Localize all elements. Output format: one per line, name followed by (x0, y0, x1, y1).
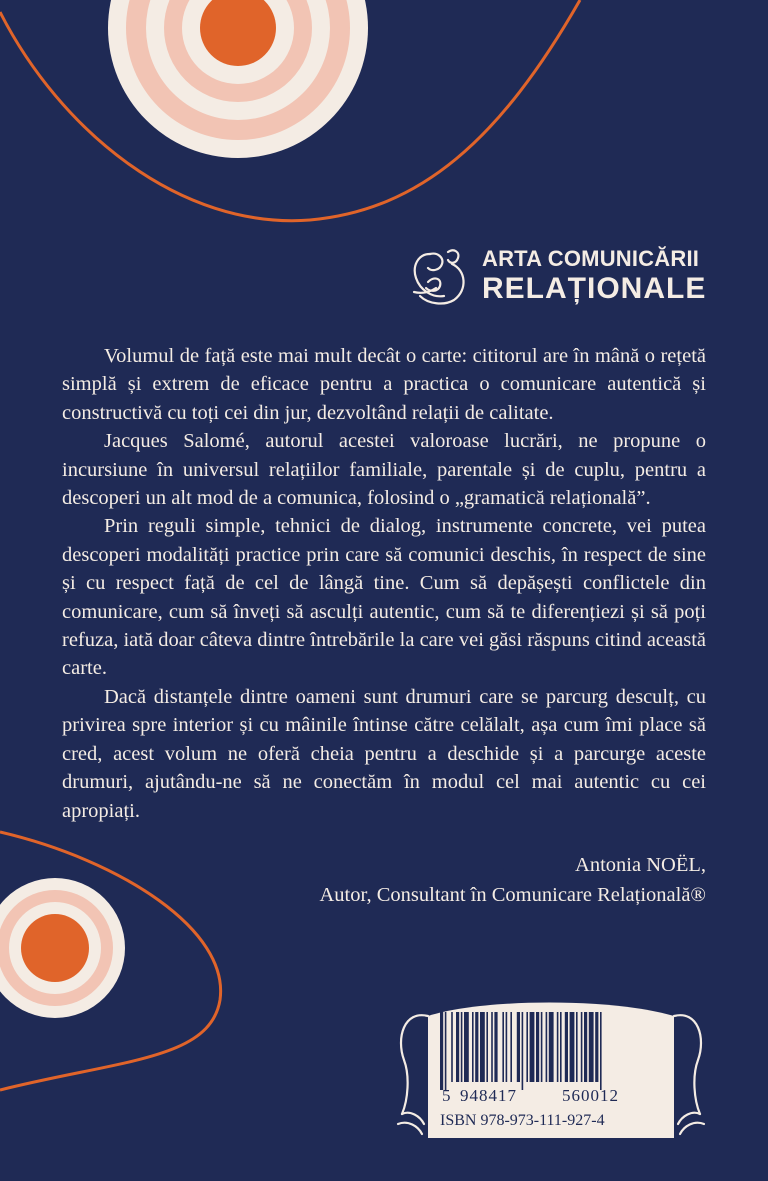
top-target-ornament (108, 0, 368, 158)
signature-role: Autor, Consultant în Comunicare Relațională® (319, 884, 706, 906)
embrace-figure-icon (408, 246, 472, 308)
isbn-barcode (394, 990, 708, 1150)
blurb-paragraph: Prin reguli simple, tehnici de dialog, instrumente concrete, vei putea descoperi modalități practice prin care să comunici deschis, în respect de sine și cu respect față de cel de lângă tine. Cum să depășești conflictele din comunicare, cum să înveți să asculți autentic, cum să te diferențiezi și să poți refuza, iată doar câteva dintre întrebările la care vei găsi răspuns citind această carte. (62, 515, 706, 680)
series-title-line1: ARTA COMUNICĂRII (482, 246, 700, 271)
barcode-bar (440, 1012, 443, 1090)
barcode-bar (461, 1012, 463, 1082)
barcode-bar (581, 1012, 583, 1082)
barcode-bar (464, 1012, 469, 1082)
barcode-bar (475, 1012, 478, 1082)
barcode-bar (530, 1012, 535, 1082)
barcode-bar (595, 1012, 598, 1082)
barcode-bar (576, 1012, 578, 1082)
barcode-bar (456, 1012, 459, 1082)
series-title-line2: RELAȚIONALE (482, 272, 707, 305)
barcode-bar (522, 1012, 524, 1090)
barcode-bar (486, 1012, 488, 1082)
barcode-bar (541, 1012, 543, 1082)
right-figure-icon (674, 1015, 704, 1134)
barcode-group-1: 948417 (460, 1086, 517, 1105)
barcode-bar (451, 1012, 453, 1082)
bottom-target-ornament (0, 878, 125, 1018)
barcode-bar (584, 1012, 587, 1082)
barcode-bar (491, 1012, 493, 1082)
barcode-bar (565, 1012, 568, 1082)
barcode-group-2: 560012 (562, 1086, 619, 1105)
blurb-paragraph: Volumul de față este mai mult decât o carte: cititorul are în mână o rețetă simplă și extrem de eficace pentru a practica o comunicare autentică și constructivă cu toți cei din jur, dezvoltând relații de calitate. (62, 345, 706, 424)
barcode-bar (600, 1012, 602, 1090)
barcode-bar (506, 1012, 508, 1082)
blurb-paragraph: Dacă distanțele dintre oameni sunt drumuri care se parcurg desculț, cu privirea spre interior și cu mâinile întinse către celălalt, așa cum îmi place să cred, acest volum ne oferă cheia pentru a deschide și a parcurge aceste drumuri, ajutându-ne să ne conectăm în modul cel mai autentic cu cei apropiați. (62, 685, 706, 822)
barcode-bar (472, 1012, 474, 1082)
barcode-bar (517, 1012, 520, 1082)
barcode-bar (494, 1012, 497, 1082)
barcode-bar (510, 1012, 512, 1082)
barcode-bar (546, 1012, 548, 1082)
barcode-bar (560, 1012, 562, 1082)
left-figure-icon (398, 1015, 428, 1134)
barcode-bar (557, 1012, 559, 1082)
barcode-bar (445, 1012, 447, 1090)
signature-name: Antonia NOËL, (575, 854, 706, 876)
barcode-bar (536, 1012, 539, 1082)
series-logo (408, 246, 708, 308)
series-title (482, 246, 706, 306)
barcode-bar (589, 1012, 594, 1082)
barcode-first-digit: 5 (442, 1086, 452, 1105)
blurb-paragraph: Jacques Salomé, autorul acestei valoroase lucrări, ne propune o incursiune în universul relațiilor familiale, parentale și de cuplu, pentru a descoperi un alt mod de a comunica, folosind o „gramatică relațională”. (62, 430, 706, 510)
barcode-bar (526, 1012, 528, 1082)
barcode-bar (502, 1012, 504, 1082)
barcode-bar (480, 1012, 485, 1082)
blurb-signature (319, 850, 706, 910)
barcode-bar (549, 1012, 554, 1082)
barcode-bar (570, 1012, 575, 1082)
back-cover-blurb (62, 342, 706, 825)
isbn-number: ISBN 978-973-111-927-4 (440, 1112, 605, 1129)
